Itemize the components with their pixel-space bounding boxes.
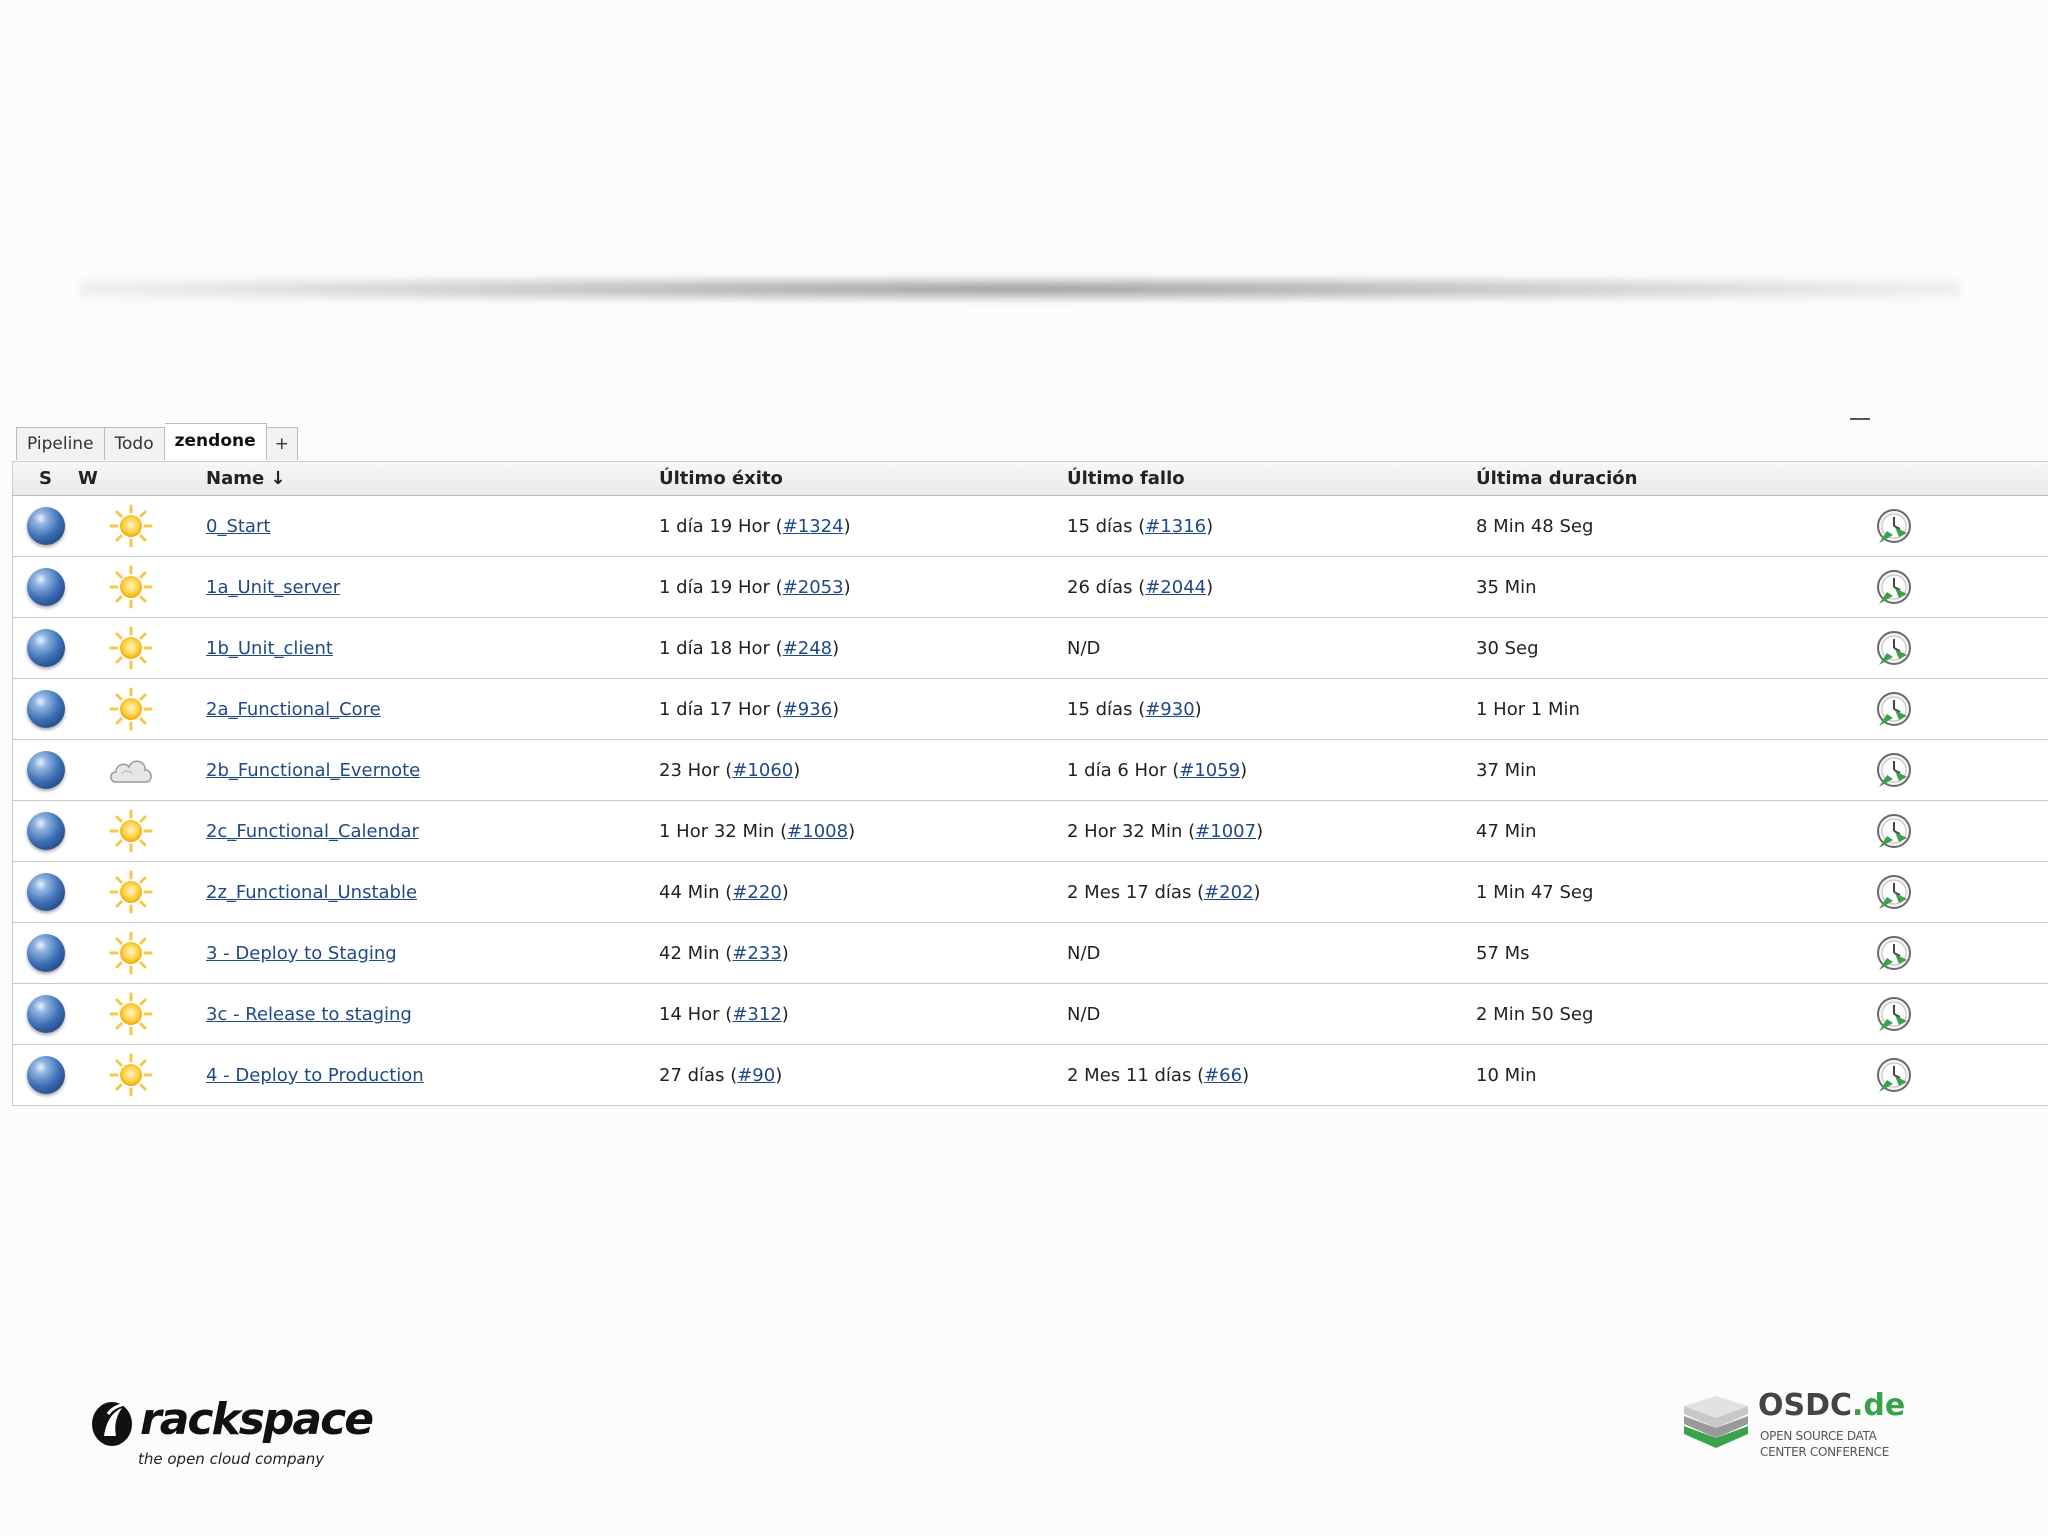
job-name-link[interactable]: 2b_Functional_Evernote — [206, 759, 421, 781]
table-row — [13, 496, 2048, 557]
last-success-time: 1 día 19 Hor — [659, 515, 770, 537]
last-failure-cell: 1 día 6 Hor (#1059) — [1067, 740, 1476, 801]
status-cell — [13, 862, 79, 923]
last-failure-build-link[interactable]: #1007 — [1195, 820, 1257, 842]
weather-cell — [78, 984, 184, 1045]
last-success-build-link[interactable]: #90 — [737, 1064, 776, 1086]
last-success-time: 23 Hor — [659, 759, 720, 781]
sun-icon — [109, 504, 153, 548]
status-ball-icon — [27, 995, 65, 1033]
schedule-build-icon[interactable] — [1875, 629, 1913, 667]
last-failure-time: 15 días — [1067, 515, 1133, 537]
last-success-time: 27 días — [659, 1064, 725, 1086]
status-ball-icon — [27, 1056, 65, 1094]
last-success-build-link[interactable]: #233 — [732, 942, 782, 964]
schedule-build-icon[interactable] — [1875, 690, 1913, 728]
slide-divider-shadow — [80, 276, 1960, 302]
table-row — [13, 1045, 2048, 1106]
job-name-cell — [184, 923, 659, 984]
schedule-build-icon[interactable] — [1875, 507, 1913, 545]
last-success-cell: 23 Hor (#1060) — [659, 740, 1067, 801]
header-last-success[interactable]: Último éxito — [659, 462, 1067, 496]
last-success-cell: 27 días (#90) — [659, 1045, 1067, 1106]
status-cell — [13, 740, 79, 801]
action-cell — [1843, 740, 2048, 801]
last-success-cell: 14 Hor (#312) — [659, 984, 1067, 1045]
last-duration-cell: 37 Min — [1476, 740, 1843, 801]
status-cell — [13, 801, 79, 862]
last-success-cell: 1 Hor 32 Min (#1008) — [659, 801, 1067, 862]
job-name-link[interactable]: 3 - Deploy to Staging — [206, 942, 397, 964]
add-view-tab[interactable]: + — [267, 427, 298, 460]
last-success-time: 1 día 17 Hor — [659, 698, 770, 720]
schedule-build-icon[interactable] — [1875, 568, 1913, 606]
last-failure-build-link[interactable]: #66 — [1204, 1064, 1243, 1086]
schedule-build-icon[interactable] — [1875, 873, 1913, 911]
tab-todo[interactable]: Todo — [105, 427, 165, 460]
osdc-subtitle-line-2: CENTER CONFERENCE — [1760, 1445, 1890, 1459]
osdc-subtitle — [1760, 1428, 1930, 1460]
header-status[interactable]: S — [13, 462, 79, 496]
osdc-subtitle-line-1: OPEN SOURCE DATA — [1760, 1429, 1877, 1443]
job-name-link[interactable]: 3c - Release to staging — [206, 1003, 412, 1025]
schedule-build-icon[interactable] — [1875, 751, 1913, 789]
last-duration-cell: 2 Min 50 Seg — [1476, 984, 1843, 1045]
table-row — [13, 557, 2048, 618]
job-name-link[interactable]: 1b_Unit_client — [206, 637, 333, 659]
job-name-cell — [184, 740, 659, 801]
table-row — [13, 801, 2048, 862]
weather-cell — [78, 557, 184, 618]
status-ball-icon — [27, 568, 65, 606]
last-success-build-link[interactable]: #1008 — [787, 820, 849, 842]
job-name-link[interactable]: 1a_Unit_server — [206, 576, 341, 598]
last-success-build-link[interactable]: #220 — [732, 881, 782, 903]
osdc-title — [1758, 1388, 1905, 1423]
status-cell — [13, 496, 79, 557]
last-failure-time: 26 días — [1067, 576, 1133, 598]
last-success-time: 44 Min — [659, 881, 720, 903]
last-success-build-link[interactable]: #312 — [732, 1003, 782, 1025]
status-cell — [13, 679, 79, 740]
last-duration-cell: 47 Min — [1476, 801, 1843, 862]
job-name-link[interactable]: 2z_Functional_Unstable — [206, 881, 418, 903]
last-duration-cell: 8 Min 48 Seg — [1476, 496, 1843, 557]
job-name-link[interactable]: 0_Start — [206, 515, 271, 537]
last-success-cell: 1 día 17 Hor (#936) — [659, 679, 1067, 740]
last-duration-cell: 30 Seg — [1476, 618, 1843, 679]
tab-pipeline[interactable]: Pipeline — [16, 427, 105, 460]
sun-icon — [109, 870, 153, 914]
last-success-time: 42 Min — [659, 942, 720, 964]
job-name-cell — [184, 618, 659, 679]
last-success-build-link[interactable]: #936 — [782, 698, 833, 720]
last-failure-time: 2 Mes 17 días — [1067, 881, 1192, 903]
last-duration-cell: 1 Hor 1 Min — [1476, 679, 1843, 740]
last-failure-text: N/D — [1067, 942, 1101, 964]
status-ball-icon — [27, 629, 65, 667]
weather-cell — [78, 618, 184, 679]
last-failure-cell: 15 días (#930) — [1067, 679, 1476, 740]
job-name-cell — [184, 984, 659, 1045]
last-failure-time: 2 Mes 11 días — [1067, 1064, 1192, 1086]
status-ball-icon — [27, 507, 65, 545]
table-row — [13, 984, 2048, 1045]
last-failure-build-link[interactable]: #1316 — [1145, 515, 1207, 537]
last-failure-cell: 26 días (#2044) — [1067, 557, 1476, 618]
header-actions — [1843, 462, 2048, 496]
sun-icon — [109, 626, 153, 670]
jobs-table-body — [13, 496, 2048, 1106]
status-ball-icon — [27, 873, 65, 911]
status-cell — [13, 618, 79, 679]
table-row — [13, 679, 2048, 740]
last-failure-text: N/D — [1067, 1003, 1101, 1025]
sun-icon — [109, 1053, 153, 1097]
job-name-cell — [184, 557, 659, 618]
last-failure-cell: 2 Hor 32 Min (#1007) — [1067, 801, 1476, 862]
last-success-cell: 1 día 18 Hor (#248) — [659, 618, 1067, 679]
last-success-time: 1 día 18 Hor — [659, 637, 770, 659]
table-row — [13, 618, 2048, 679]
action-cell — [1843, 618, 2048, 679]
last-failure-build-link[interactable]: #2044 — [1145, 576, 1207, 598]
action-cell — [1843, 923, 2048, 984]
status-ball-icon — [27, 934, 65, 972]
job-name-cell — [184, 679, 659, 740]
cloud-icon — [106, 752, 156, 788]
action-cell — [1843, 557, 2048, 618]
last-success-time: 1 día 19 Hor — [659, 576, 770, 598]
schedule-build-icon[interactable] — [1875, 812, 1913, 850]
rackspace-tagline: the open cloud company — [138, 1450, 325, 1468]
last-success-cell: 44 Min (#220) — [659, 862, 1067, 923]
view-tabs — [16, 426, 298, 460]
status-cell — [13, 1045, 79, 1106]
weather-cell — [78, 862, 184, 923]
sun-icon — [109, 687, 153, 731]
job-name-link[interactable]: 4 - Deploy to Production — [206, 1064, 424, 1086]
last-duration-cell: 57 Ms — [1476, 923, 1843, 984]
weather-cell — [78, 679, 184, 740]
tab-zendone[interactable]: zendone — [165, 423, 267, 460]
weather-cell — [78, 923, 184, 984]
last-failure-cell: 2 Mes 17 días (#202) — [1067, 862, 1476, 923]
weather-cell — [78, 1045, 184, 1106]
table-row — [13, 862, 2048, 923]
table-row — [13, 923, 2048, 984]
osdc-stack-icon — [1680, 1392, 1752, 1464]
job-name-cell — [184, 496, 659, 557]
job-name-cell — [184, 801, 659, 862]
last-failure-time: 15 días — [1067, 698, 1133, 720]
job-name-cell — [184, 862, 659, 923]
rackspace-logo — [86, 1394, 373, 1474]
last-failure-time: 1 día 6 Hor — [1067, 759, 1167, 781]
sun-icon — [109, 565, 153, 609]
weather-cell — [78, 496, 184, 557]
last-failure-text: N/D — [1067, 637, 1101, 659]
status-cell — [13, 557, 79, 618]
osdc-domain: .de — [1852, 1388, 1906, 1423]
slide-marker — [1850, 418, 1870, 420]
schedule-build-icon[interactable] — [1875, 1056, 1913, 1094]
rackspace-wordmark: rackspace — [140, 1394, 373, 1445]
sun-icon — [109, 809, 153, 853]
last-success-cell: 42 Min (#233) — [659, 923, 1067, 984]
schedule-build-icon[interactable] — [1875, 934, 1913, 972]
action-cell — [1843, 862, 2048, 923]
status-cell — [13, 984, 79, 1045]
jobs-table — [12, 461, 2048, 1106]
last-duration-cell: 1 Min 47 Seg — [1476, 862, 1843, 923]
last-success-build-link[interactable]: #2053 — [782, 576, 844, 598]
header-last-duration[interactable]: Última duración — [1476, 462, 1843, 496]
last-failure-cell — [1067, 984, 1476, 1045]
status-ball-icon — [27, 690, 65, 728]
last-success-time: 1 Hor 32 Min — [659, 820, 775, 842]
last-success-cell: 1 día 19 Hor (#2053) — [659, 557, 1067, 618]
last-failure-cell: 15 días (#1316) — [1067, 496, 1476, 557]
sun-icon — [109, 931, 153, 975]
last-failure-cell: 2 Mes 11 días (#66) — [1067, 1045, 1476, 1106]
job-name-cell — [184, 1045, 659, 1106]
last-success-time: 14 Hor — [659, 1003, 720, 1025]
last-failure-time: 2 Hor 32 Min — [1067, 820, 1183, 842]
osdc-name: OSDC — [1758, 1388, 1853, 1423]
osdc-logo — [1680, 1388, 1920, 1468]
weather-cell — [78, 801, 184, 862]
job-name-link[interactable]: 2c_Functional_Calendar — [206, 820, 419, 842]
action-cell — [1843, 496, 2048, 557]
status-ball-icon — [27, 751, 65, 789]
last-failure-cell — [1067, 618, 1476, 679]
table-row — [13, 740, 2048, 801]
last-duration-cell: 35 Min — [1476, 557, 1843, 618]
last-success-build-link[interactable]: #1324 — [782, 515, 844, 537]
last-failure-build-link[interactable]: #930 — [1145, 698, 1195, 720]
status-cell — [13, 923, 79, 984]
header-name[interactable]: Name ↓ — [184, 462, 659, 496]
job-name-link[interactable]: 2a_Functional_Core — [206, 698, 381, 720]
last-success-build-link[interactable]: #1060 — [732, 759, 794, 781]
action-cell — [1843, 984, 2048, 1045]
last-failure-cell — [1067, 923, 1476, 984]
table-header-row — [13, 462, 2048, 496]
last-success-cell: 1 día 19 Hor (#1324) — [659, 496, 1067, 557]
last-duration-cell: 10 Min — [1476, 1045, 1843, 1106]
header-weather[interactable]: W — [78, 462, 184, 496]
last-failure-build-link[interactable]: #202 — [1204, 881, 1254, 903]
action-cell — [1843, 801, 2048, 862]
action-cell — [1843, 1045, 2048, 1106]
status-ball-icon — [27, 812, 65, 850]
sun-icon — [109, 992, 153, 1036]
action-cell — [1843, 679, 2048, 740]
header-last-failure[interactable]: Último fallo — [1067, 462, 1476, 496]
schedule-build-icon[interactable] — [1875, 995, 1913, 1033]
last-success-build-link[interactable]: #248 — [782, 637, 833, 659]
last-failure-build-link[interactable]: #1059 — [1179, 759, 1241, 781]
weather-cell — [78, 740, 184, 801]
rackspace-mark-icon — [86, 1396, 138, 1448]
